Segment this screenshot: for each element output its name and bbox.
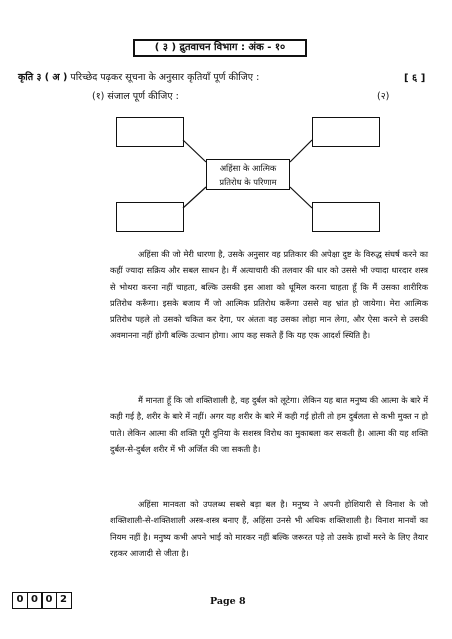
sub-question-marks: (२)	[377, 91, 390, 102]
paper-code	[12, 592, 72, 609]
sub-question-id: (१)	[92, 91, 105, 102]
page-number: Page 8	[210, 596, 246, 607]
connector-bottom-left	[183, 187, 206, 208]
answer-box-bottom-left[interactable]	[116, 202, 184, 232]
center-line-1: अहिंसा के आत्मिक	[219, 163, 277, 173]
sub-question-instruction: संजाल पूर्ण कीजिए :	[107, 91, 179, 102]
code-digit: 0	[27, 592, 43, 609]
question-instruction: परिच्छेद पढ़कर सूचना के अनुसार कृतियाँ पूर्ण कीजिए :	[70, 72, 260, 83]
passage-paragraph-3	[110, 496, 428, 561]
passage-paragraph-1	[110, 246, 428, 344]
question-id: कृति ३ ( अ )	[18, 72, 68, 83]
paragraph-text: अहिंसा मानवता को उपलब्ध सबसे बड़ा बल है। मनुष्य ने अपनी होशियारी से विनाश के जो शक्तिशाली-से-शक्तिशाली अस्त्र-शस्त्र बनाए हैं, अहिंसा उनसे भी अधिक शक्तिशाली है। विनाश मानवों का नियम नहीं है। मनुष्य कभी अपने भाई को मारकर नहीं बल्कि जरूरत पड़े तो उसके हाथों मरने के लिए तैयार रहकर आजादी से जीता है।	[110, 499, 428, 558]
answer-box-bottom-right[interactable]	[312, 202, 380, 232]
passage-paragraph-2	[110, 392, 428, 457]
question-marks: [ ६ ]	[404, 73, 426, 84]
answer-box-top-right[interactable]	[312, 117, 380, 147]
connector-top-left	[183, 140, 206, 162]
code-digit: 2	[56, 592, 72, 609]
center-line-2: प्रतिरोध के परिणाम	[219, 177, 277, 187]
code-digit: 0	[41, 592, 57, 609]
paragraph-text: अहिंसा की जो मेरी धारणा है, उसके अनुसार वह प्रतिकार की अपेक्षा दुष्ट के विरुद्ध संघर्ष करने का कहीं ज्यादा सक्रिय और सबल साधन है। मैं अत्याचारी की तलवार की धार को उससे भी ज्यादा धारदार शस्त्र से भोथरा करना नहीं चाहता, बल्कि उसकी इस आशा को धूमिल करना चाहता हूँ कि मैं उसका शारीरिक प्रतिरोध करूँगा। इसके बजाय मैं जो आत्मिक प्रतिरोध करूँगा उससे वह भ्रांत हो जायेगा। मेरा आत्मिक प्रतिरोध पहले तो उसको चकित कर देगा, पर अंततः वह उसका लोहा मान लेगा, और ऐसा करने से उसकी अवमानना नहीं होगी बल्कि उत्थान होगा। आप कह सकते हैं कि यह एक आदर्श स्थिति है।	[110, 249, 428, 341]
web-diagram-center	[206, 159, 290, 190]
paragraph-text: मैं मानता हूँ कि जो शक्तिशाली है, वह दुर्बल को लूटेगा। लेकिन यह बात मनुष्य की आत्मा के बारे में कही गई है, शरीर के बारे में नहीं। अगर यह शरीर के बारे में कही गई होती तो हम दुर्बलता से कभी मुक्त न हो पाते। लेकिन आत्मा की शक्ति पूरी दुनिया के सशस्त्र विरोध का मुकाबला कर सकती है। आत्मा की यह शक्ति दुर्बल-से-दुर्बल शरीर में भी अर्जित की जा सकती है।	[110, 395, 428, 454]
connector-top-right	[290, 140, 312, 162]
section-header: ( ३ ) द्रुतवाचन विभाग : अंक - १०	[133, 39, 307, 57]
answer-box-top-left[interactable]	[116, 117, 184, 147]
connector-bottom-right	[290, 187, 312, 208]
code-digit: 0	[12, 592, 28, 609]
